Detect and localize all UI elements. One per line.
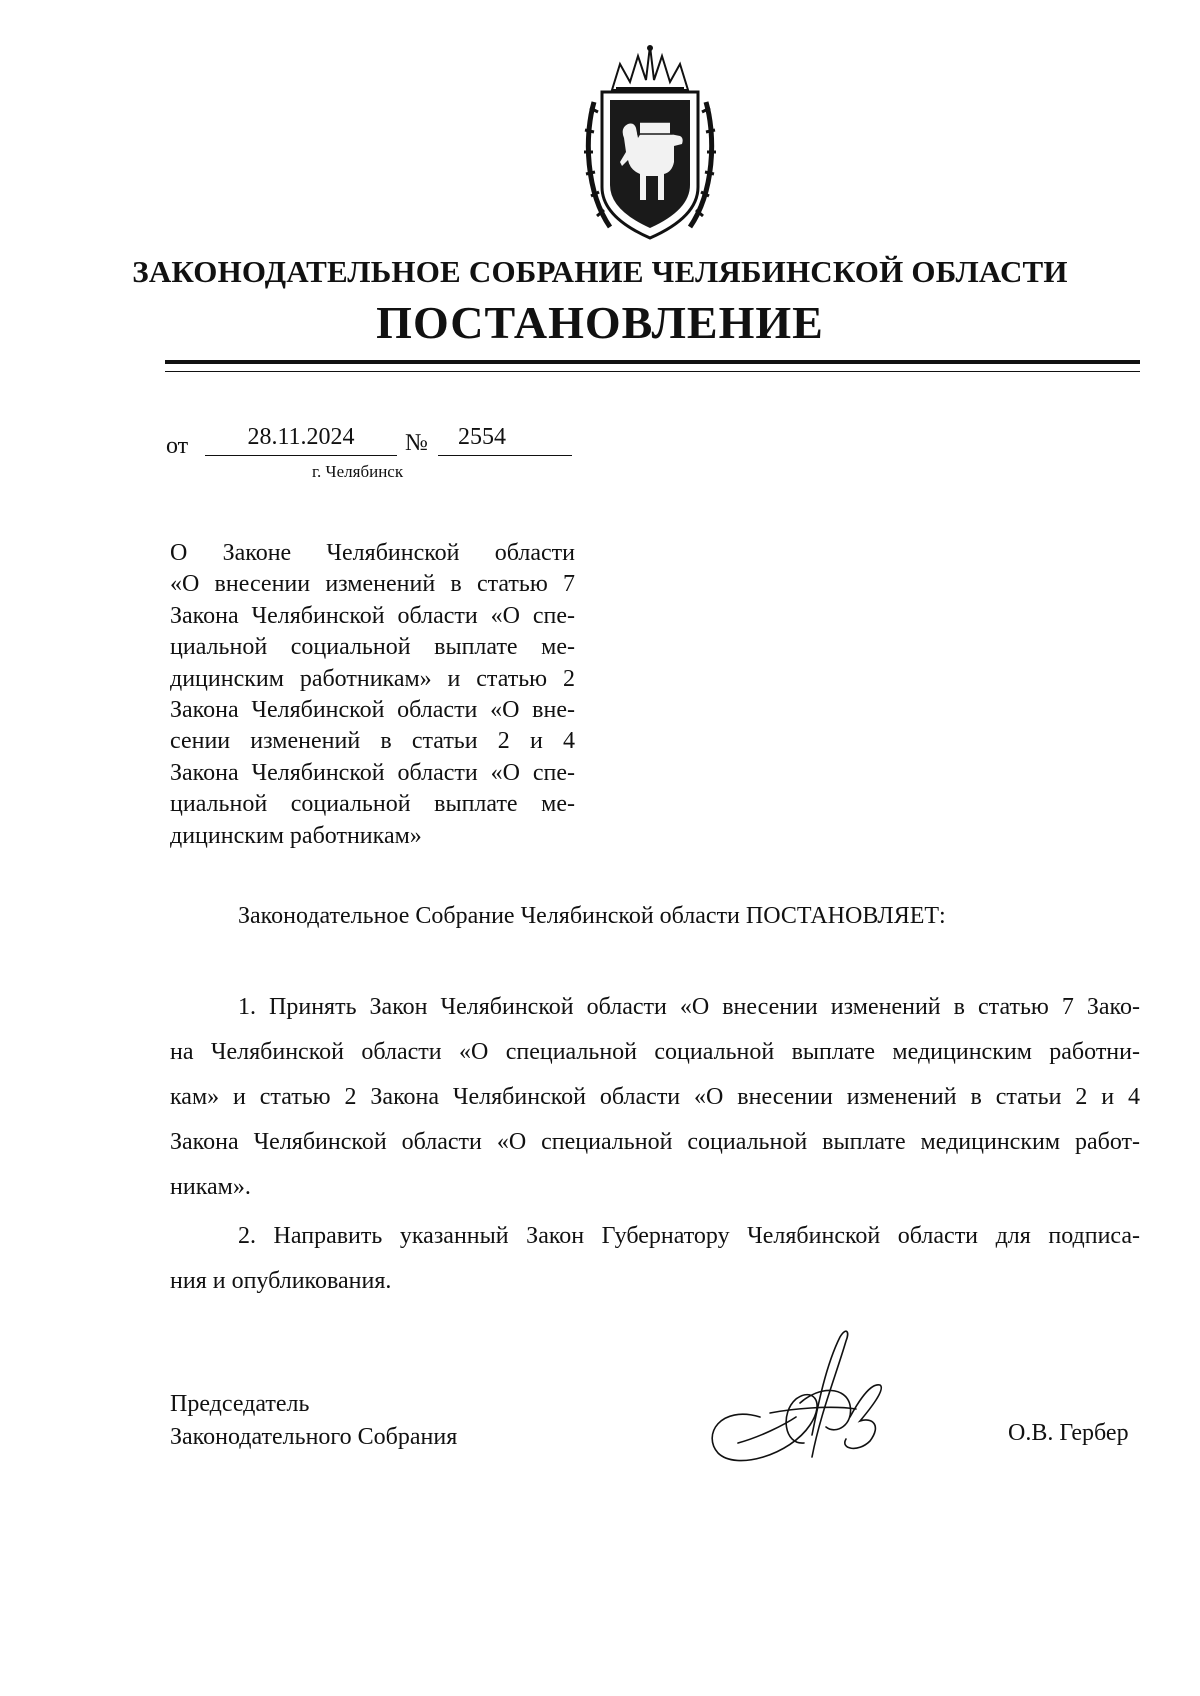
chelyabinsk-coat-of-arms-icon [580,42,720,242]
date-prefix: от [166,433,189,459]
signer-title [170,1388,457,1454]
number-prefix: № [405,430,428,456]
paragraph-line: Закона Челябинской области «О специальной социальной выплате медицинским работ- [170,1129,1140,1155]
paragraph-line: на Челябинской области «О специальной социальной выплате медицинским работни- [170,1039,1140,1065]
document-subject [170,538,575,852]
city-label: г. Челябинск [312,462,404,481]
subject-line: Закона Челябинской области «О вне- [170,697,575,724]
subject-line: Закона Челябинской области «О спе- [170,759,575,786]
resolution-statement: Законодательное Собрание Челябинской области ПОСТАНОВЛЯЕТ: [238,903,946,929]
document-date: 28.11.2024 [205,424,397,456]
subject-line: дицинским работникам» и статью 2 [170,665,575,692]
resolution-item-2 [170,1214,1140,1304]
subject-line: О Законе Челябинской области [170,540,575,566]
subject-line: циальной социальной выплате ме- [170,791,575,818]
handwritten-signature [700,1325,910,1475]
paragraph-line: ния и опубликования. [170,1268,392,1294]
paragraph-line: кам» и статью 2 Закона Челябинской области «О внесении изменений в статьи 2 и 4 [170,1084,1140,1110]
signer-title-line: Председатель [170,1391,310,1417]
subject-line: дицинским работникам» [170,822,422,849]
paragraph-line: никам». [170,1174,251,1200]
paragraph-line: 1. Принять Закон Челябинской области «О внесении изменений в статью 7 Зако- [238,994,1140,1020]
signer-title-line: Законодательного Собрания [170,1424,458,1450]
document-type-heading: ПОСТАНОВЛЕНИЕ [376,297,824,348]
signer-name: О.В. Гербер [1008,1420,1129,1446]
resolution-item-1 [170,985,1140,1210]
subject-line: циальной социальной выплате ме- [170,634,575,661]
organization-title: ЗАКОНОДАТЕЛЬНОЕ СОБРАНИЕ ЧЕЛЯБИНСКОЙ ОБЛАСТИ [132,254,1068,289]
header-rule-thick [165,360,1140,364]
header-rule-thin [165,371,1140,372]
subject-line: Закона Челябинской области «О спе- [170,602,575,629]
document-number: 2554 [438,424,572,456]
subject-line: сении изменений в статьи 2 и 4 [170,728,575,755]
paragraph-line: 2. Направить указанный Закон Губернатору Челябинской области для подписа- [238,1223,1140,1249]
subject-line: «О внесении изменений в статью 7 [170,571,575,598]
